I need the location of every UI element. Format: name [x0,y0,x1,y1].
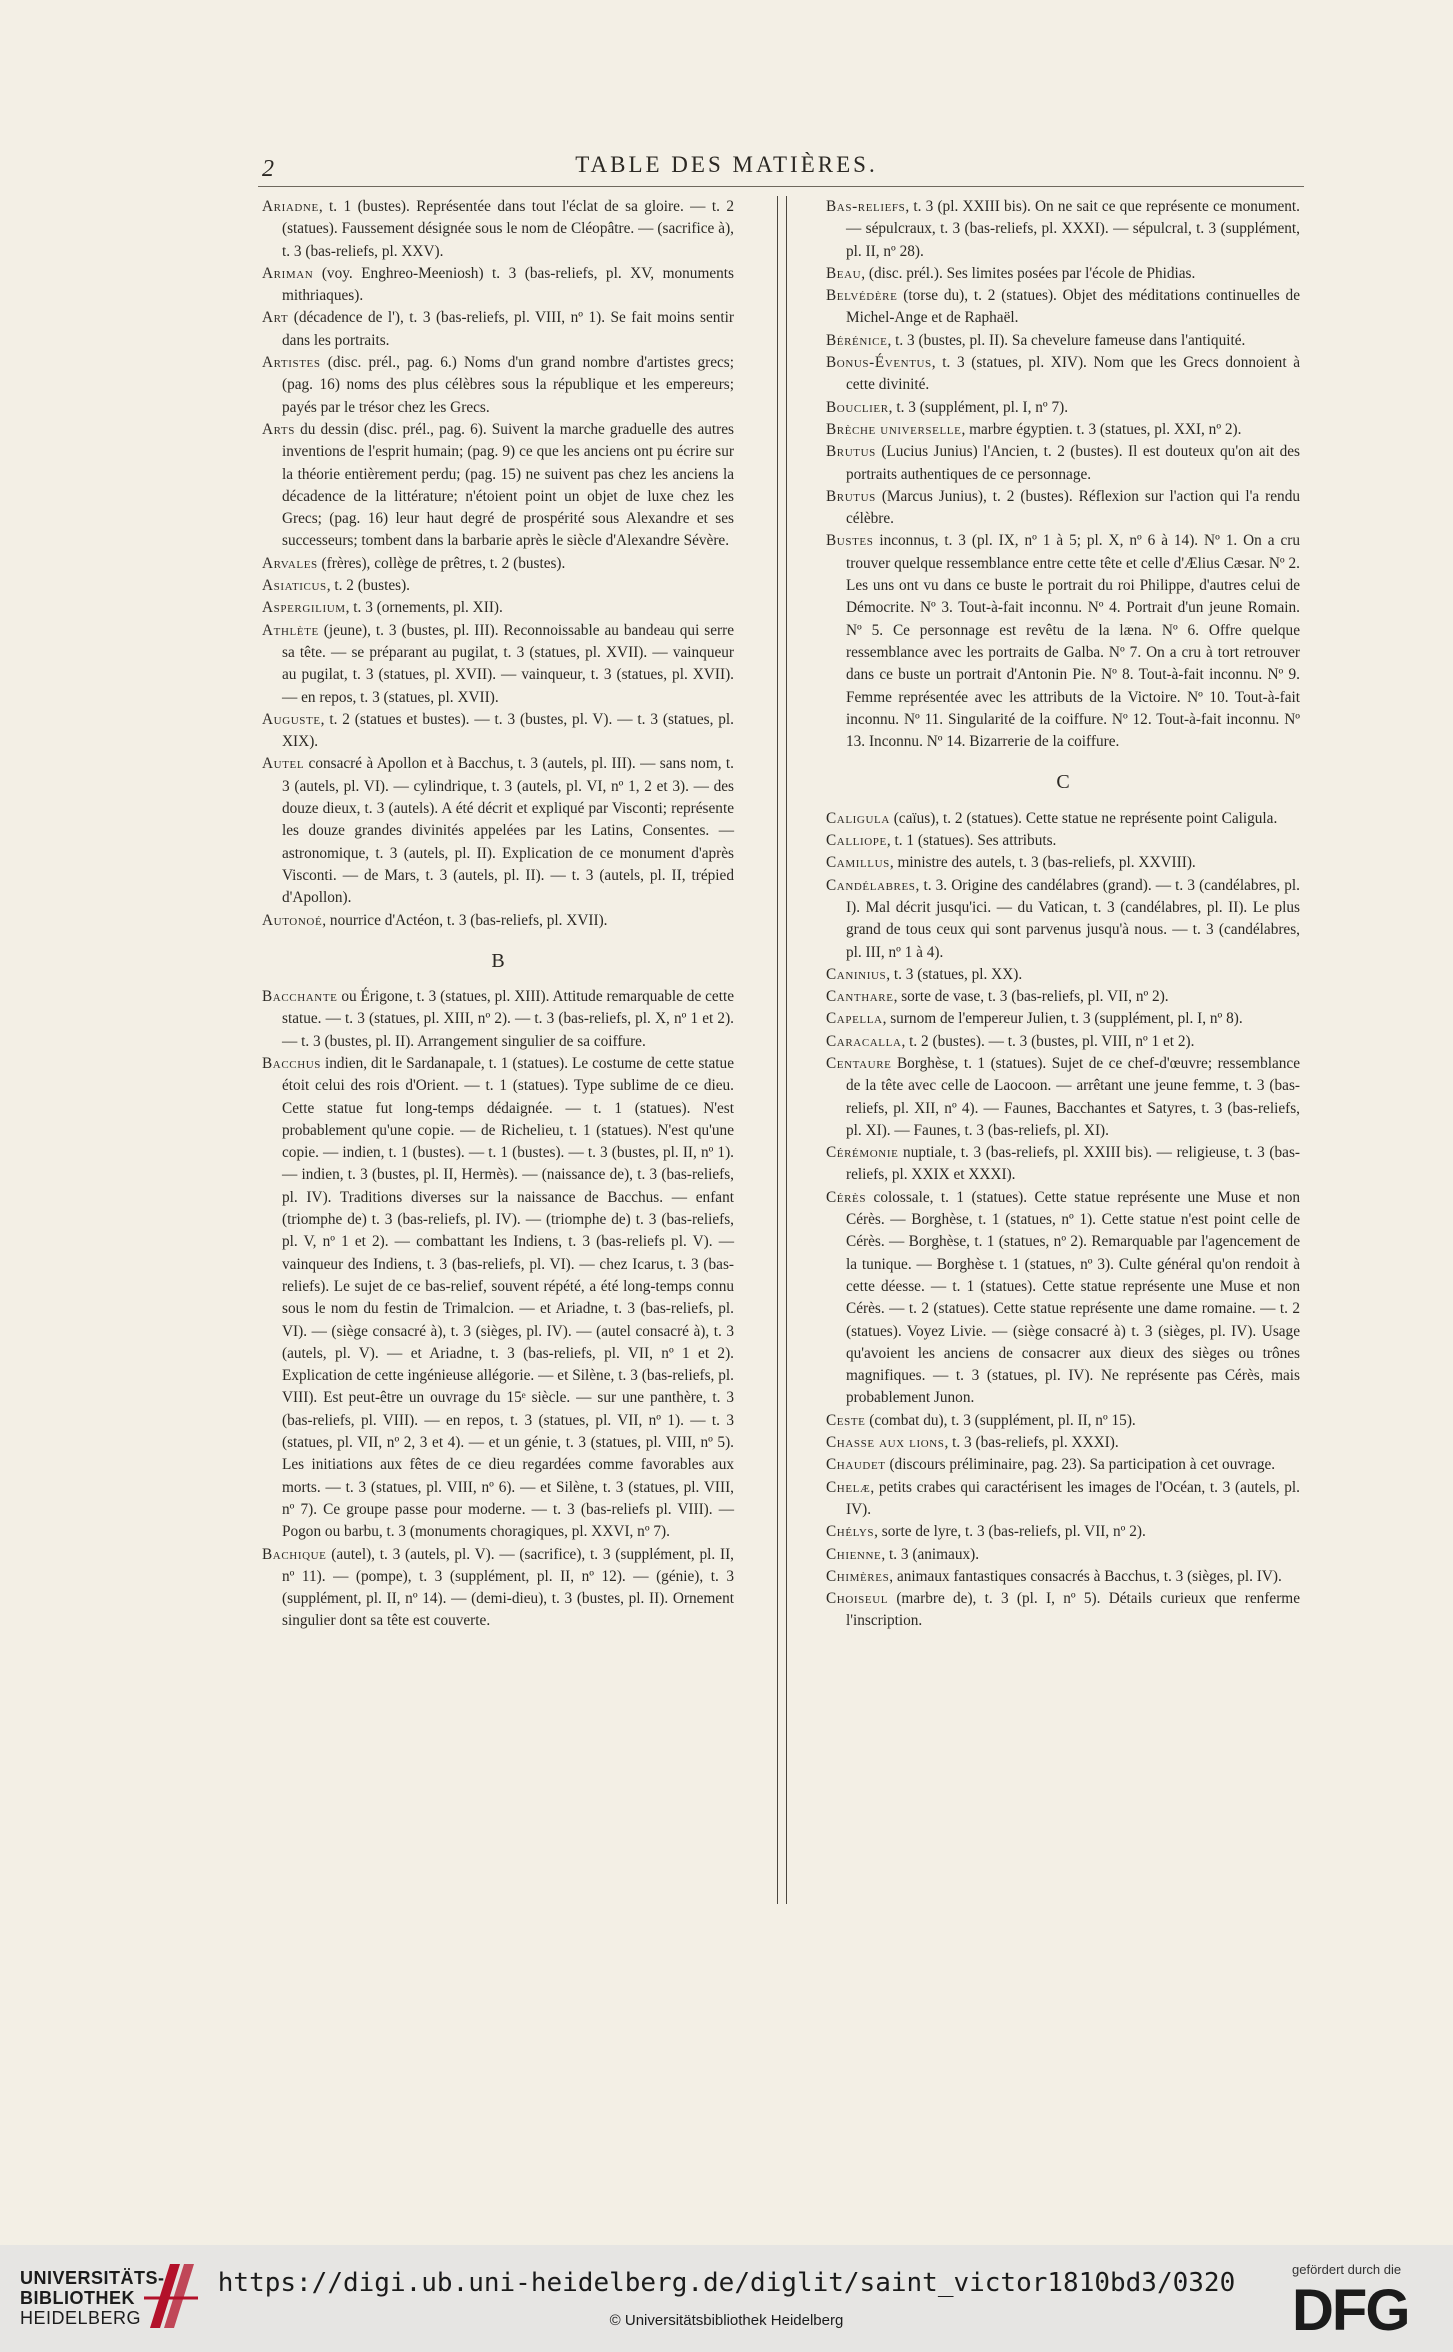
entry-headword: Brèche universelle [826,420,962,438]
index-entry [262,575,734,597]
index-entry [826,486,1300,531]
index-entry [826,852,1300,874]
index-entry [826,1588,1300,1633]
section-letter: C [1056,771,1070,794]
entry-headword: Bachique [262,1545,327,1563]
entry-headword: Arvales [262,554,318,572]
library-name-line2: BIBLIOTHEK [20,2288,135,2308]
entry-headword: Ariadne [262,198,319,215]
entry-text: , t. 3 (supplément, pl. I, nº 7). [888,398,1069,416]
index-entry [262,910,734,932]
entry-headword: Caninius [826,965,887,983]
index-entry [262,709,734,754]
dfg-logo-icon [1290,2280,1426,2336]
entry-headword: Bacchus [262,1054,322,1072]
entry-text: , (disc. prél.). Ses limites posées par l'école de Phidias. [861,264,1196,282]
entry-headword: Autonoé [262,911,323,929]
index-entry [262,597,734,619]
entry-headword: Bérénice [826,331,888,349]
entry-headword: Chimères [826,1567,890,1585]
entry-text: (combat du), t. 3 (supplément, pl. II, nº 15). [865,1411,1136,1429]
index-entry [262,196,734,263]
index-entry [826,875,1300,964]
entry-text: (voy. Enghreo-Meeniosh) t. 3 (bas-reliefs, pl. XV, monuments mithriaques). [282,264,734,305]
entry-text: (discours préliminaire, pag. 23). Sa participation à cet ouvrage. [885,1456,1276,1474]
entry-headword: Bouclier [826,398,889,416]
index-entry [826,1187,1300,1410]
entry-headword: Calliope [826,832,887,850]
entry-text: (Marcus Junius), t. 2 (bustes). Réflexion sur l'action qui l'a rendu célèbre. [846,487,1300,528]
entry-headword: Ceste [826,1411,866,1429]
index-entry [826,830,1300,852]
entry-headword: Bustes [826,532,874,550]
entry-text: , marbre égyptien. t. 3 (statues, pl. XXI, nº 2). [961,420,1242,438]
entry-text: , sorte de lyre, t. 3 (bas-reliefs, pl. VII, nº 2). [874,1523,1146,1541]
entry-text: , petits crabes qui caractérisent les images de l'Océan, t. 3 (autels, pl. IV). [846,1478,1300,1518]
dfg-logo-text: DFG [1292,2280,1409,2336]
index-entry [826,1454,1300,1476]
entry-headword: Chelæ [826,1478,871,1496]
entry-text: , animaux fantastiques consacrés à Bacchus, t. 3 (sièges, pl. IV). [889,1567,1282,1585]
entry-text: inconnus, t. 3 (pl. IX, nº 1 à 5; pl. X, nº 6 à 14). Nº 1. On a cru trouver quelque ressemblance entre cette tête et celle d'Ælius Cæsar. Nº 2. Les uns ont vu dans ce buste le portrait du roi Philippe, d'autres celui de Démocrite. Nº 3. Tout-à-fait inconnu. Nº 4. Portrait d'un jeune Romain. Nº 5. Ce personnage est revêtu de la læna. Nº 6. Offre quelque ressemblance avec les portraits de Galba. Nº 7. On a cru à tort retrouver dans ce buste un portrait d'Antonin Pie. Nº 8. Tout-à-fait inconnu. Nº 9. Femme représentée avec les attributs de la Victoire. Nº 10. Tout-à-fait inconnu. Nº 11. Singularité de la coiffure. Nº 12. Tout-à-fait inconnu. Nº 13. Inconnu. Nº 14. Bizarrerie de la coiffure. [846,532,1300,751]
entry-headword: Ariman [262,264,314,282]
index-entry [826,1008,1300,1030]
entry-headword: Aspergilium [262,599,346,617]
entry-text: (marbre de), t. 3 (pl. I, nº 5). Détails curieux que renferme l'inscription. [846,1590,1300,1630]
index-entry [262,307,734,352]
index-entry [262,553,734,575]
entry-text: , t. 3 (statues, pl. XX). [886,965,1023,983]
entry-headword: Chienne [826,1545,882,1563]
entry-headword: Caligula [826,809,890,827]
entry-headword: Centaure [826,1054,892,1072]
entry-headword: Autel [262,755,305,773]
entry-headword: Asiaticus [262,577,327,595]
entry-text: du dessin (disc. prél., pag. 6). Suivent la marche graduelle des autres inventions de l'esprit humain; (pag. 9) ce que les anciens ont pu écrire sur la théorie entièrement perdu; (pag. 15) ne suivent pas chez les anciens la décadence de la littérature; n'étoient point un objet de luxe chez les Grecs; (pag. 16) leur haut degré de prospérité sous Alexandre et ses successeurs; tombent dans la barbarie après le siècle d'Alexandre Sévère. [282,420,734,550]
entry-text: , t. 3 (bas-reliefs, pl. XXXI). [944,1434,1119,1452]
entry-text: (disc. prél., pag. 6.) Noms d'un grand nombre d'artistes grecs; (pag. 16) noms des plus célèbres sous la république et les empereurs; payés par le trésor chez les Grecs. [282,354,734,416]
entry-headword: Bas-reliefs [826,198,906,215]
index-entry [262,1544,734,1633]
entry-text: (frères), collège de prêtres, t. 2 (bustes). [317,554,566,572]
entry-headword: Cérès [826,1188,867,1206]
entry-headword: Caracalla [826,1032,902,1050]
entry-headword: Camillus [826,854,890,872]
entry-headword: Choiseul [826,1590,889,1608]
funding-label: gefördert durch die [1292,2262,1402,2277]
index-entry [826,330,1300,352]
running-title: TABLE DES MATIÈRES. [575,152,878,177]
index-entry [826,1521,1300,1543]
entry-text: , t. 3. Origine des candélabres (grand). — t. 3 (candélabres, pl. I). Mal décrit jusqu'ici. — du Vatican, t. 3 (candélabres, pl. II). Le plus grand de tous ceux qui sont parvenus jusqu'à nous. — t. 3 (candélabres, pl. III, nº 1 à 4). [846,876,1300,961]
entry-text: (caïus), t. 2 (statues). Cette statue ne représente point Caligula. [889,809,1278,827]
entry-headword: Auguste [262,710,321,728]
entry-text: , t. 3 (animaux). [881,1545,980,1563]
library-name-line3: HEIDELBERG [20,2308,142,2328]
index-entry [826,263,1300,285]
entry-text: (autel), t. 3 (autels, pl. V). — (sacrifice), t. 3 (supplément, pl. II, nº 11). — (pompe), t. 3 (supplément, pl. II, nº 12). — (génie), t. 3 (supplément, pl. II, nº 14). — (demi-dieu), t. 3 (bustes, pl. II). Ornement singulier dont sa tête est couverte. [282,1545,734,1630]
entry-text: , nourrice d'Actéon, t. 3 (bas-reliefs, pl. XVII). [322,911,608,929]
entry-text: , t. 3 (bustes, pl. II). Sa chevelure fameuse dans l'antiquité. [887,331,1246,349]
index-entry [826,1477,1300,1522]
entry-text: , t. 2 (bustes). [326,577,411,595]
index-entry [262,419,734,553]
index-entry [826,196,1300,263]
index-entry [262,620,734,709]
entry-text: , t. 2 (bustes). — t. 3 (bustes, pl. VIII, nº 1 et 2). [901,1032,1195,1050]
entry-text: indien, dit le Sardanapale, t. 1 (statues). Le costume de cette statue étoit celui des rois d'Orient. — t. 1 (statues). Type sublime de ce dieu. Cette statue fut long-temps dédaignée. — t. 1 (statues). N'est probablement qu'une copie. — de Richelieu, t. 1 (statues). N'est qu'une copie. — indien, t. 1 (bustes). — t. 1 (bustes). — t. 3 (bustes, pl. II, nº 1). — indien, t. 3 (bustes, pl. II, Hermès). — (naissance de), t. 3 (bas-reliefs, pl. IV). Traditions diverses sur la naissance de Bacchus. — enfant (triomphe de) t. 3 (bas-reliefs, pl. IV). — (triomphe de) t. 3 (bas-reliefs, pl. V, nº 1 et 2). — combattant les Indiens, t. 3 (bas-reliefs pl. V). — vainqueur des Indiens, t. 3 (bas-reliefs, pl. VI). — chez Icarus, t. 3 (bas-reliefs). Le sujet de ce bas-relief, souvent répété, a été long-temps connu sous le nom du festin de Trimalcion. — et Ariadne, t. 3 (bas-reliefs, pl. VI). — (siège consacré à), t. 3 (sièges, pl. IV). — (autel consacré à), t. 3 (autels, pl. V). — et Ariadne, t. 3 (bas-reliefs, pl. VII, nº 1 et 2). Explication de cette ingénieuse allégorie. — et Silène, t. 3 (bas-reliefs, pl. VIII). Est peut-être un ouvrage du 15ᵉ siècle. — sur une panthère, t. 3 (bas-reliefs, pl. VIII). — en repos, t. 3 (statues, pl. VII, nº 1). — t. 3 (statues, pl. VII, nº 2, 3 et 4). — et un génie, t. 3 (statues, pl. VIII, nº 5). Les initiations aux fêtes de ce dieu regardées comme favorables aux morts. — t. 3 (statues, pl. VIII, nº 6). — et Silène, t. 3 (statues, pl. VIII, nº 7). Ce groupe passe pour moderne. — t. 3 (bas-reliefs pl. VIII). — Pogon ou barbu, t. 3 (monuments choragiques, pl. XXVI, nº 7). [282,1054,734,1541]
copyright-text: © Universitätsbibliothek Heidelberg [609,2312,844,2329]
index-entry [826,1566,1300,1588]
left-column [262,196,734,1633]
index-entry [826,419,1300,441]
entry-text: , t. 2 (statues et bustes). — t. 3 (bustes, pl. V). — t. 3 (statues, pl. XIX). [282,710,734,751]
index-entry [262,986,734,1053]
library-name-line1: UNIVERSITÄTS- [20,2268,165,2288]
entry-headword: Art [262,309,289,327]
index-entry [826,352,1300,397]
entry-text: , t. 3 (pl. XXIII bis). On ne sait ce que représente ce monument. — sépulcraux, t. 3 (bas-reliefs, pl. XXXI). — sépulcral, t. 3 (supplément, pl. II, nº 28). [846,198,1300,260]
entry-text: , surnom de l'empereur Julien, t. 3 (supplément, pl. I, nº 8). [882,1010,1243,1028]
column-divider [777,196,787,1904]
entry-headword: Bacchante [262,988,338,1006]
entry-headword: Candélabres [826,876,916,894]
entry-text: , t. 3 (statues, pl. XIV). Nom que les Grecs donnoient à cette divinité. [846,354,1300,394]
entry-headword: Belvédère [826,287,898,305]
entry-text: , t. 1 (statues). Ses attributs. [886,832,1057,850]
index-entry [826,530,1300,753]
entry-text: consacré à Apollon et à Bacchus, t. 3 (autels, pl. III). — sans nom, t. 3 (autels, pl. VI). — cylindrique, t. 3 (autels, pl. VI, nº 1, 2 et 3). — des douze dieux, t. 3 (autels). A été décrit et expliqué par Visconti; représente les douze grandes divinités appelées par les Latins, Consentes. — astronomique, t. 3 (autels, pl. II). Explication de ce monument d'après Visconti. — de Mars, t. 3 (autels, pl. II). — t. 3 (autels, pl. II, trépied d'Apollon). [282,755,734,907]
index-entry [262,753,734,909]
index-entry [826,441,1300,486]
index-entry [826,397,1300,419]
entry-headword: Chasse aux lions [826,1434,945,1452]
entry-headword: Brutus [826,487,876,505]
index-entry [262,352,734,419]
entry-text: , ministre des autels, t. 3 (bas-reliefs, pl. XXVIII). [889,854,1196,872]
entry-text: ou Érigone, t. 3 (statues, pl. XIII). Attitude remarquable de cette statue. — t. 3 (statues, pl. XIII, nº 2). — t. 3 (bas-reliefs, pl. X, nº 1 et 2). — t. 3 (bustes, pl. II). Arrangement singulier de sa coiffure. [282,988,734,1050]
entry-text: (jeune), t. 3 (bustes, pl. III). Reconnoissable au bandeau qui serre sa tête. — se préparant au pugilat, t. 3 (statues, pl. XVII). — vainqueur au pugilat, t. 3 (statues, pl. XVII). — vainqueur, t. 3 (statues, pl. XVII). — en repos, t. 3 (statues, pl. XVII). [282,621,734,706]
entry-headword: Capella [826,1010,883,1028]
entry-headword: Cérémonie [826,1144,899,1162]
entry-text: , sorte de vase, t. 3 (bas-reliefs, pl. VII, nº 2). [893,988,1169,1006]
entry-headword: Brutus [826,443,876,461]
index-entry [826,1544,1300,1566]
index-entry [826,1031,1300,1053]
index-entry [262,263,734,308]
entry-text: Borghèse, t. 1 (statues). Sujet de ce chef-d'œuvre; ressemblance de la tête avec celle de Laocoon. — arrêtant une jeune femme, t. 3 (bas-reliefs, pl. XII, nº 4). — Faunes, Bacchantes et Satyres, t. 3 (bas-reliefs, pl. XI). — Faunes, t. 3 (bas-reliefs, pl. XI). [846,1054,1300,1139]
entry-text: colossale, t. 1 (statues). Cette statue représente une Muse et non Cérès. — Borghèse, t. 1 (statues, nº 1). Cette statue n'est point celle de Cérès. — Borghèse, t. 1 (statues, nº 2). Remarquable par l'agencement de la tunique. — Borghèse t. 1 (statues, nº 3). Culte général qu'on rendoit à cette déesse. — t. 1 (statues). Cette statue représente une Muse et non Cérès. — t. 2 (statues). Cette statue représente une dame romaine. — t. 2 (statues). Voyez Livie. — (siège consacré à) t. 3 (sièges, pl. IV). Usage qu'avoient les anciens de consacrer aux dieux des sièges ou trônes magnifiques. — t. 3 (statues, pl. IV). Ne représente pas Cérès, mais probablement Junon. [846,1188,1300,1407]
entry-headword: Chélys [826,1523,875,1541]
index-entry [826,964,1300,986]
index-entry [262,1053,734,1544]
entry-text: (torse du), t. 2 (statues). Objet des méditations continuelles de Michel-Ange et de Raphaël. [846,287,1300,327]
index-entry [826,1432,1300,1454]
entry-headword: Arts [262,420,295,438]
entry-headword: Bonus-Éventus [826,354,932,372]
section-letter: B [491,949,505,972]
footer-bar [0,2245,1453,2352]
entry-text: , t. 1 (bustes). Représentée dans tout l'éclat de sa gloire. — t. 2 (statues). Faussement désignée sous le nom de Cléopâtre. — (sacrifice à), t. 3 (bas-reliefs, pl. XXV). [282,198,734,260]
index-entry [826,1410,1300,1432]
entry-headword: Beau [826,264,862,282]
entry-headword: Athlète [262,621,319,639]
entry-headword: Canthare [826,988,894,1006]
index-entry [826,808,1300,830]
index-entry [826,285,1300,330]
permalink-url[interactable]: https://digi.ub.uni-heidelberg.de/diglit/saint_victor1810bd3/0320 [217,2268,1236,2298]
page-number: 2 [262,156,274,182]
entry-text: (décadence de l'), t. 3 (bas-reliefs, pl. VIII, nº 1). Se fait moins sentir dans les portraits. [282,309,734,349]
right-column [826,196,1300,1633]
header-rule [258,186,1304,187]
entry-headword: Artistes [262,354,321,372]
entry-text: (Lucius Junius) l'Ancien, t. 2 (bustes). Il est douteux qu'on ait des portraits authentiques de ce personnage. [846,443,1300,483]
index-entry [826,986,1300,1008]
entry-headword: Chaudet [826,1456,886,1474]
index-entry [826,1142,1300,1187]
entry-text: , t. 3 (ornements, pl. XII). [345,599,503,617]
entry-text: nuptiale, t. 3 (bas-reliefs, pl. XXIII bis). — religieuse, t. 3 (bas-reliefs, pl. XXIX et XXXI). [846,1144,1300,1184]
index-entry [826,1053,1300,1142]
